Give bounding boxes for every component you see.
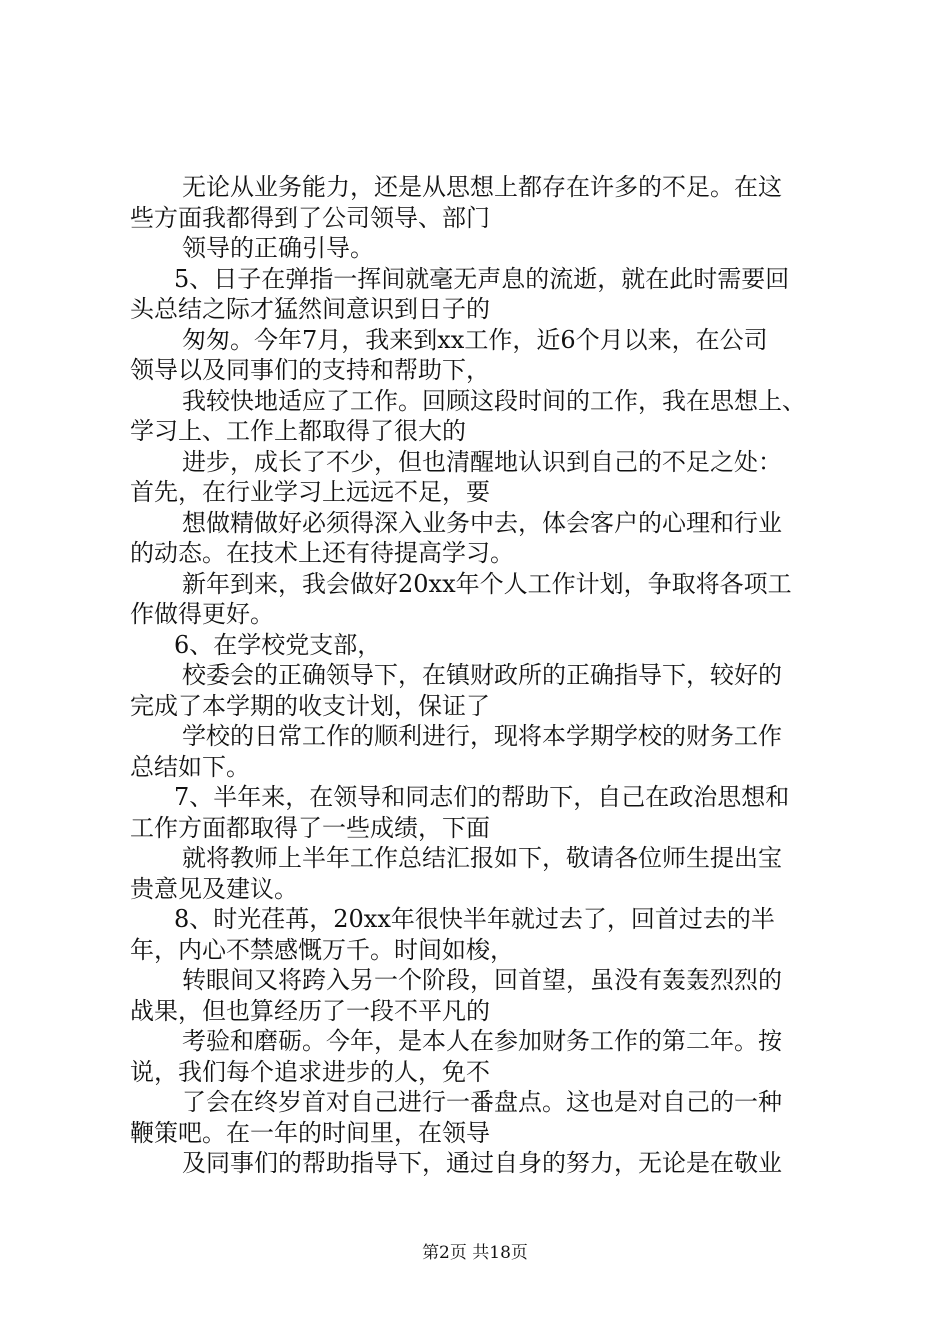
text-line: 新年到来，我会做好20xx年个人工作计划，争取将各项工	[182, 569, 792, 598]
text-line: 8、时光荏苒，20xx年很快半年就过去了，回首过去的半	[174, 905, 775, 933]
text-line: 些方面我都得到了公司领导、部门	[130, 203, 490, 232]
text-line: 了会在终岁首对自己进行一番盘点。这也是对自己的一种	[182, 1088, 782, 1116]
text-line: 进步，成长了不少，但也清醒地认识到自己的不足之处：	[182, 447, 782, 476]
text-line: 领导的正确引导。	[182, 234, 374, 262]
text-line: 校委会的正确领导下，在镇财政所的正确指导下，较好的	[182, 661, 782, 689]
page-number-label: 第2页 共18页	[422, 1243, 528, 1263]
text-line: 说，我们每个追求进步的人，免不	[130, 1057, 490, 1086]
text-line: 5、日子在弹指一挥间就毫无声息的流逝，就在此时需要回	[174, 264, 790, 293]
text-line: 及同事们的帮助指导下，通过自身的努力，无论是在敬业	[182, 1149, 782, 1177]
text-line: 7、半年来，在领导和同志们的帮助下，自己在政治思想和	[174, 783, 790, 811]
text-line: 学校的日常工作的顺利进行，现将本学期学校的财务工作	[182, 722, 782, 750]
text-line: 年，内心不禁感慨万千。时间如梭，	[130, 935, 514, 964]
text-line: 贵意见及建议。	[130, 874, 298, 903]
text-line: 作做得更好。	[130, 600, 274, 628]
body-text	[130, 172, 835, 1179]
text-line: 总结如下。	[130, 752, 250, 781]
text-line: 考验和磨砺。今年，是本人在参加财务工作的第二年。按	[182, 1027, 782, 1055]
text-line: 6、在学校党支部，	[174, 630, 382, 659]
text-line: 的动态。在技术上还有待提高学习。	[130, 539, 514, 567]
text-line: 无论从业务能力，还是从思想上都存在许多的不足。在这	[182, 173, 782, 201]
text-line: 匆匆。今年7月，我来到xx工作，近6个月以来，在公司	[182, 325, 768, 354]
text-line: 想做精做好必须得深入业务中去，体会客户的心理和行业	[182, 508, 782, 537]
text-line: 头总结之际才猛然间意识到日子的	[130, 295, 490, 323]
text-line: 工作方面都取得了一些成绩，下面	[130, 813, 490, 842]
text-line: 转眼间又将跨入另一个阶段，回首望，虽没有轰轰烈烈的	[182, 966, 782, 994]
text-line: 就将教师上半年工作总结汇报如下，敬请各位师生提出宝	[182, 844, 782, 872]
text-line: 我较快地适应了工作。回顾这段时间的工作，我在思想上、	[182, 386, 806, 415]
text-line: 首先，在行业学习上远远不足，要	[130, 478, 490, 506]
text-line: 完成了本学期的收支计划，保证了	[130, 691, 490, 720]
text-line: 鞭策吧。在一年的时间里，在领导	[130, 1118, 490, 1147]
text-line: 战果，但也算经历了一段不平凡的	[130, 996, 490, 1025]
text-line: 学习上、工作上都取得了很大的	[130, 417, 466, 445]
text-line: 领导以及同事们的支持和帮助下，	[130, 356, 490, 384]
page-footer	[0, 1242, 950, 1264]
